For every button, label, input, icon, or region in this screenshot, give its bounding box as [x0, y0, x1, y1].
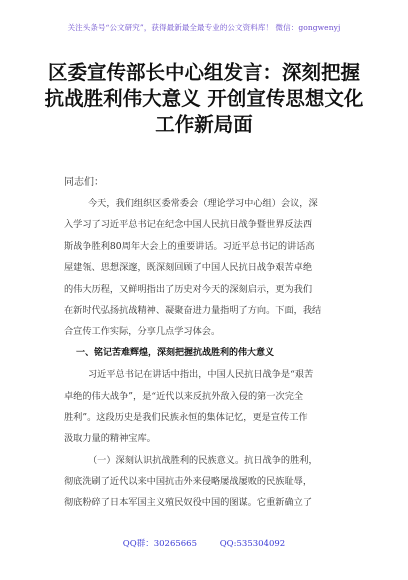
body-line: 今天，我们组织区委常委会（理论学习中心组）会议，深 — [88, 198, 318, 209]
body-line: 汲取力量的精神宝库。 — [64, 433, 156, 445]
body-line: 胜利”。这段历史是我们民族永恒的集体记忆，更是宣传工作 — [64, 411, 308, 423]
title-line: 抗战胜利伟大意义 开创宣传思想文化 — [44, 87, 364, 110]
body-line: 卓绝的伟大战争”，是“近代以来反抗外敌入侵的第一次完全 — [64, 390, 304, 402]
body-line: 屋建瓴、思想深邃，既深刻回顾了中国人民抗日战争艰苦卓绝 — [64, 262, 313, 274]
body-line: 的伟大历程，又鲜明指出了历史对今天的深刻启示，更为我们 — [64, 283, 313, 295]
salutation: 同志们： — [64, 177, 104, 188]
section-heading: 一、铭记苦难辉煌，深刻把握抗战胜利的伟大意义 — [76, 347, 275, 358]
body-line: 在新时代弘扬抗战精神、凝聚奋进力量指明了方向。下面，我结 — [64, 304, 322, 316]
footer-qq-group: QQ群：30265665 — [122, 539, 197, 549]
body-line: 入学习了习近平总书记在纪念中国人民抗日战争暨世界反法西 — [64, 219, 313, 231]
title-line: 区委宣传部长中心组发言：深刻把握 — [47, 61, 360, 84]
footer-qq-number: QQ:535304092 — [219, 539, 286, 549]
body-line: 斯战争胜利80周年大会上的重要讲话。习近平总书记的讲话高 — [64, 240, 315, 252]
body-line: 彻底粉碎了日本军国主义殖民奴役中国的图谋。它重新确立了 — [64, 497, 313, 509]
header-banner: 关注头条号“公文研究”，获得最新最全最专业的公文资料库！ 微信：gongwenyj — [67, 23, 341, 32]
body-line: 合宣传工作实际，分享几点学习体会。 — [64, 326, 221, 338]
document-body — [64, 193, 352, 514]
body-line: 彻底洗刷了近代以来中国抗击外来侵略屡战屡败的民族耻辱， — [64, 476, 313, 488]
footer-contact — [0, 537, 408, 549]
document-title — [42, 60, 366, 138]
body-line: （一）深刻认识抗战胜利的民族意义。抗日战争的胜利， — [88, 454, 318, 466]
body-line: 习近平总书记在讲话中指出，中国人民抗日战争是“艰苦 — [88, 369, 314, 381]
title-line: 工作新局面 — [155, 113, 253, 136]
